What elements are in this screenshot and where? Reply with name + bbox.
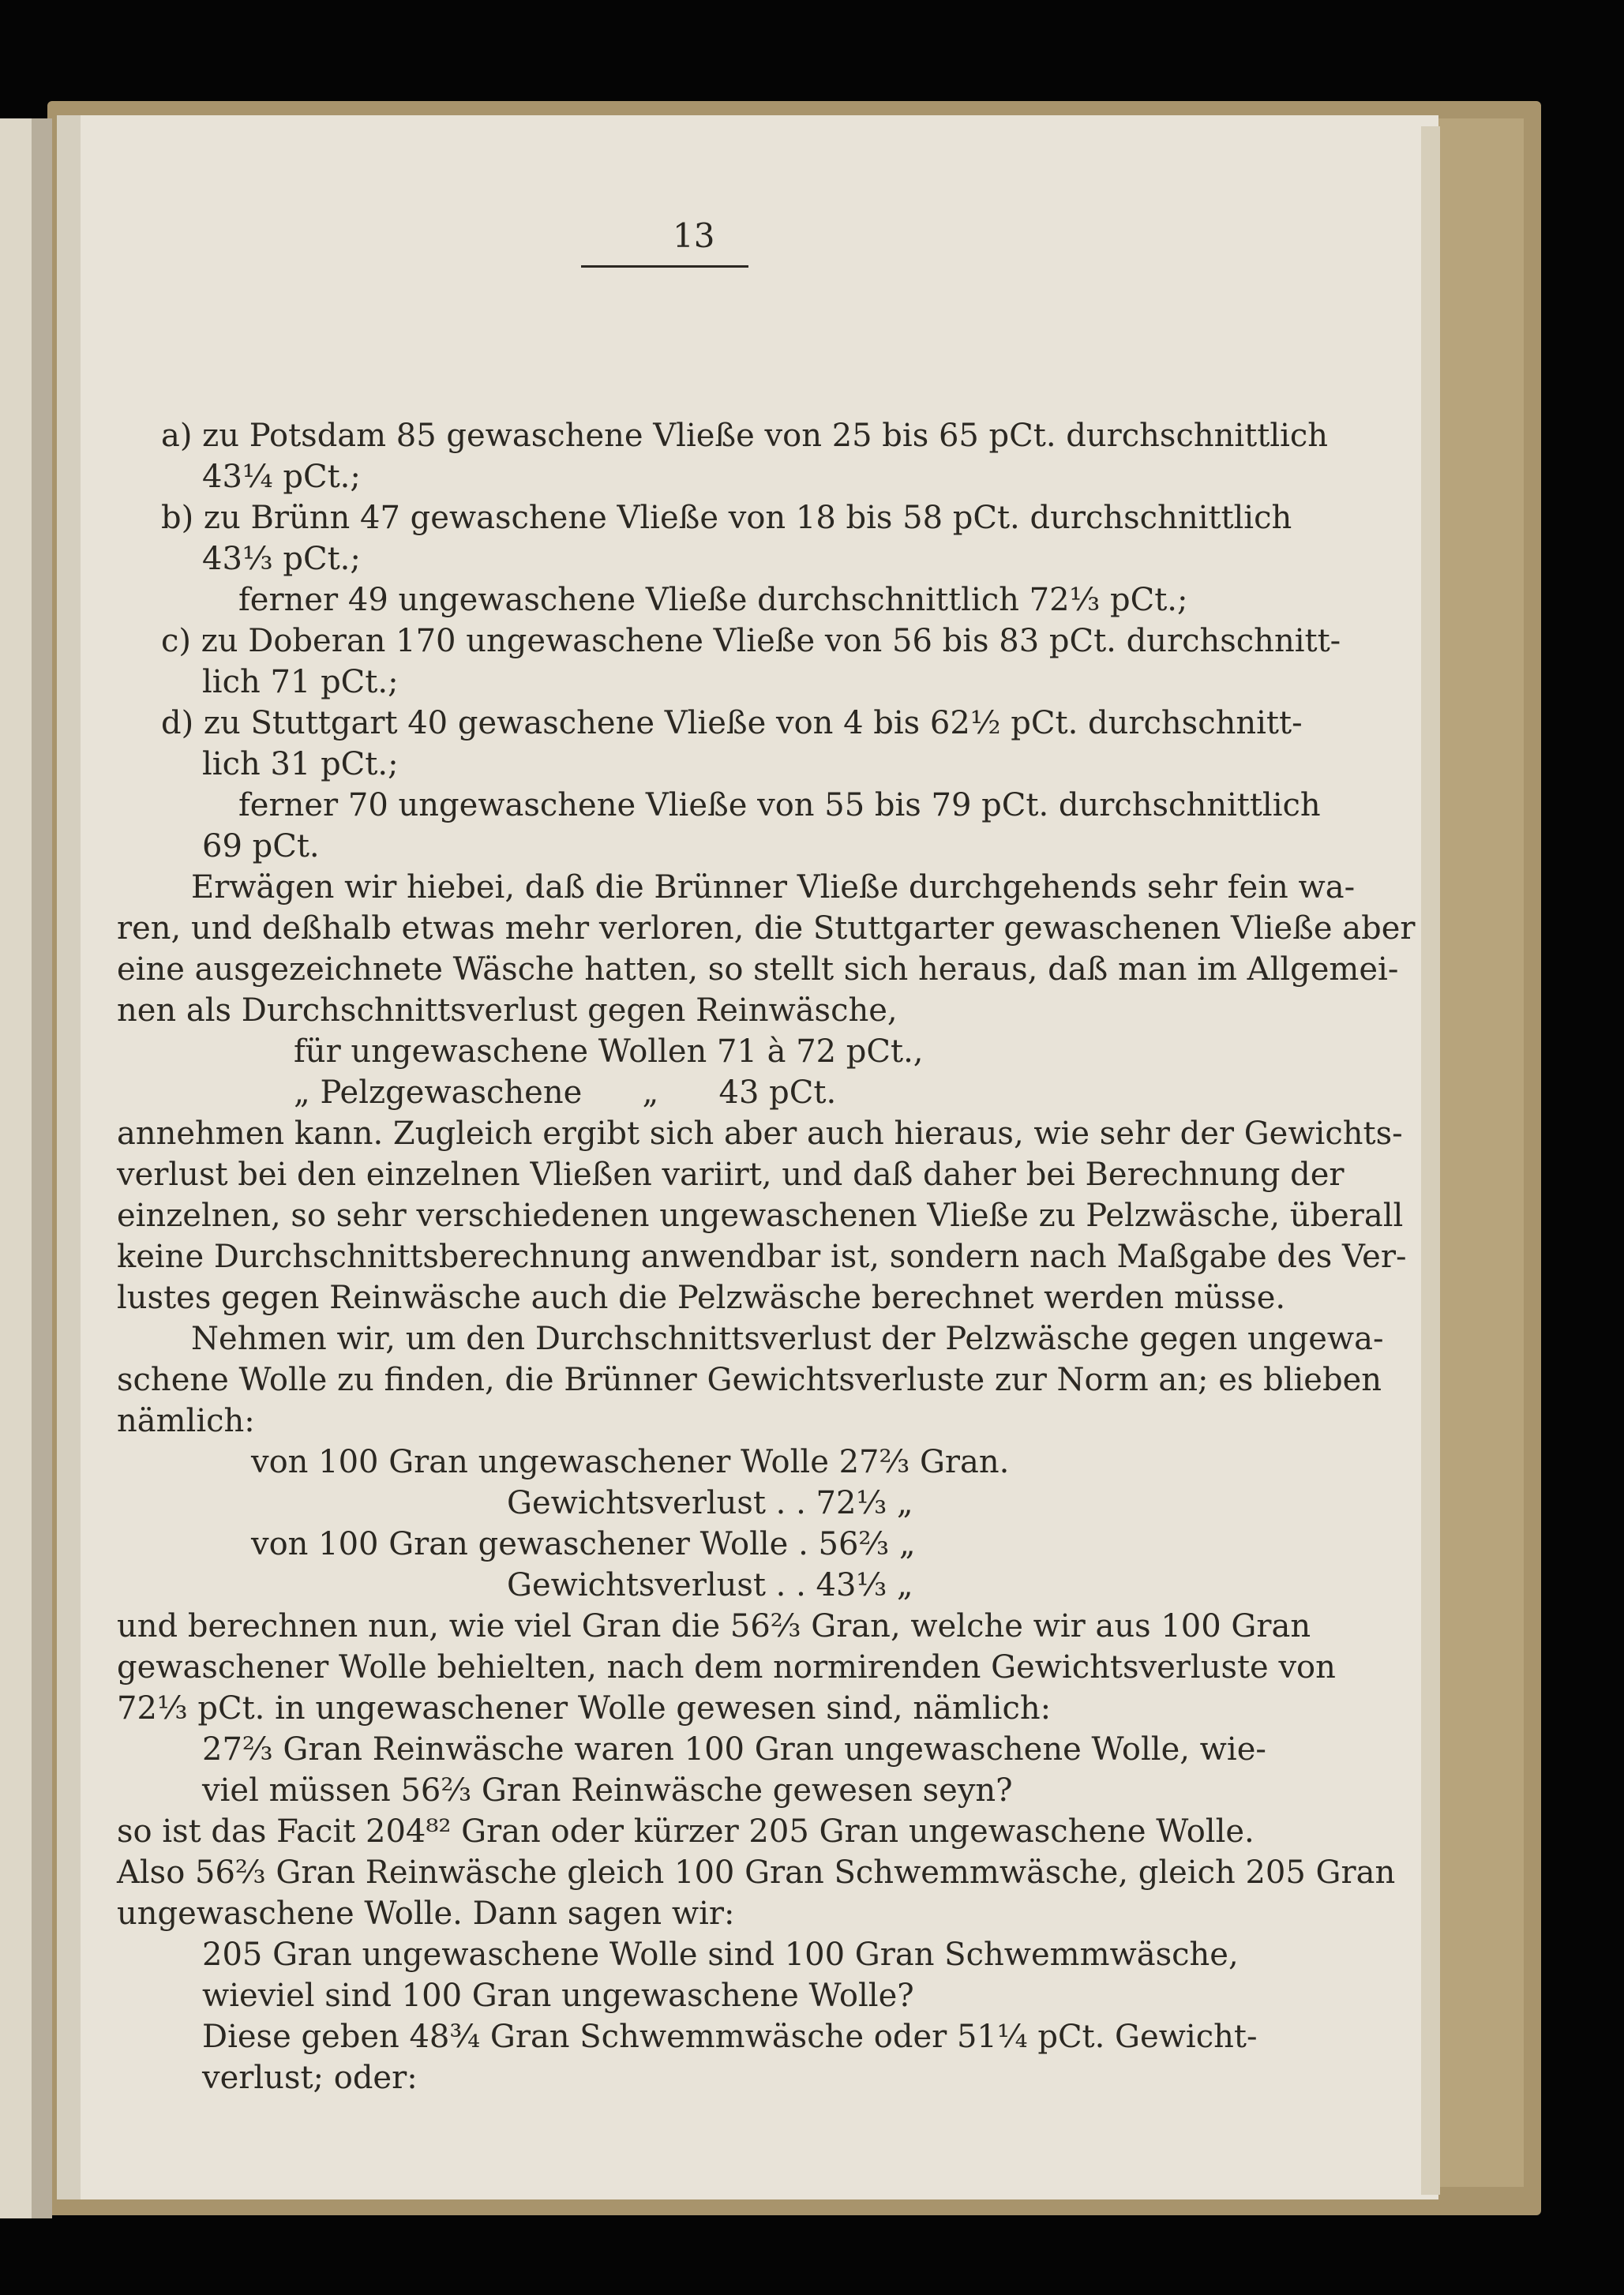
text-line: Nehmen wir, um den Durchschnittsverlust der Pelzwäsche gegen ungewa- — [191, 1321, 1384, 1357]
text-line: wieviel sind 100 Gran ungewaschene Wolle? — [202, 1978, 914, 2014]
text-line: verlust bei den einzelnen Vließen variirt, und daß daher bei Berechnung der — [117, 1157, 1345, 1193]
text-line: verlust; oder: — [202, 2060, 418, 2096]
text-line: von 100 Gran gewaschener Wolle . 56⅔ „ — [251, 1526, 916, 1562]
text-line: 205 Gran ungewaschene Wolle sind 100 Gran Schwemmwäsche, — [202, 1937, 1239, 1973]
text-line: a) zu Potsdam 85 gewaschene Vließe von 25 bis 65 pCt. durchschnittlich — [161, 418, 1329, 454]
header-rule — [581, 265, 748, 268]
text-line: gewaschener Wolle behielten, nach dem normirenden Gewichtsverluste von — [117, 1649, 1336, 1686]
text-line: 27⅔ Gran Reinwäsche waren 100 Gran ungewaschene Wolle, wie- — [202, 1731, 1266, 1768]
text-line: ferner 70 ungewaschene Vließe von 55 bis 79 pCt. durchschnittlich — [238, 787, 1321, 823]
page-edge — [1421, 126, 1440, 2195]
text-line: Erwägen wir hiebei, daß die Brünner Vließe durchgehends sehr fein wa- — [191, 869, 1356, 906]
text-line: ferner 49 ungewaschene Vließe durchschnittlich 72⅓ pCt.; — [238, 582, 1188, 618]
text-line: lich 31 pCt.; — [202, 746, 399, 782]
text-line: nen als Durchschnittsverlust gegen Reinwäsche, — [117, 992, 898, 1029]
text-line: 43¼ pCt.; — [202, 459, 361, 495]
text-line: für ungewaschene Wollen 71 à 72 pCt., — [294, 1033, 924, 1070]
text-line: Also 56⅔ Gran Reinwäsche gleich 100 Gran Schwemmwäsche, gleich 205 Gran — [117, 1854, 1396, 1891]
page-text — [57, 115, 1438, 2199]
text-line: d) zu Stuttgart 40 gewaschene Vließe von 4 bis 62½ pCt. durchschnitt- — [161, 705, 1303, 741]
text-line: viel müssen 56⅔ Gran Reinwäsche gewesen seyn? — [202, 1772, 1013, 1809]
text-line: eine ausgezeichnete Wäsche hatten, so stellt sich heraus, daß man im Allgemei- — [117, 951, 1399, 988]
left-page-shadow — [32, 118, 52, 2218]
book-page — [57, 115, 1438, 2199]
text-line: 43⅓ pCt.; — [202, 541, 361, 577]
text-line: c) zu Doberan 170 ungewaschene Vließe von 56 bis 83 pCt. durchschnitt- — [161, 623, 1341, 659]
text-line: 72⅓ pCt. in ungewaschener Wolle gewesen sind, nämlich: — [117, 1690, 1052, 1727]
text-line: nämlich: — [117, 1403, 255, 1439]
text-line: Diese geben 48¾ Gran Schwemmwäsche oder 51¼ pCt. Gewicht- — [202, 2019, 1258, 2055]
text-line: „ Pelzgewaschene „ 43 pCt. — [294, 1074, 837, 1111]
text-line: b) zu Brünn 47 gewaschene Vließe von 18 bis 58 pCt. durchschnittlich — [161, 500, 1292, 536]
text-line: schene Wolle zu finden, die Brünner Gewichtsverluste zur Norm an; es blieben — [117, 1362, 1382, 1398]
text-line: annehmen kann. Zugleich ergibt sich aber auch hieraus, wie sehr der Gewichts- — [117, 1116, 1403, 1152]
text-line: 69 pCt. — [202, 828, 320, 864]
page-number: 13 — [673, 216, 715, 255]
text-line: lustes gegen Reinwäsche auch die Pelzwäsche berechnet werden müsse. — [117, 1280, 1286, 1316]
text-line: einzelnen, so sehr verschiedenen ungewaschenen Vließe zu Pelzwäsche, überall — [117, 1198, 1404, 1234]
text-line: ren, und deßhalb etwas mehr verloren, die Stuttgarter gewaschenen Vließe aber — [117, 910, 1416, 947]
text-line: so ist das Facit 204⁸² Gran oder kürzer 205 Gran ungewaschene Wolle. — [117, 1813, 1255, 1850]
text-line: ungewaschene Wolle. Dann sagen wir: — [117, 1896, 735, 1932]
text-line: keine Durchschnittsberechnung anwendbar ist, sondern nach Maßgabe des Ver- — [117, 1239, 1407, 1275]
text-line: Gewichtsverlust . . 43⅓ „ — [507, 1567, 913, 1603]
text-line: Gewichtsverlust . . 72⅓ „ — [507, 1485, 913, 1521]
text-line: von 100 Gran ungewaschener Wolle 27⅔ Gran. — [251, 1444, 1010, 1480]
text-line: lich 71 pCt.; — [202, 664, 399, 700]
text-line: und berechnen nun, wie viel Gran die 56⅔ Gran, welche wir aus 100 Gran — [117, 1608, 1311, 1644]
